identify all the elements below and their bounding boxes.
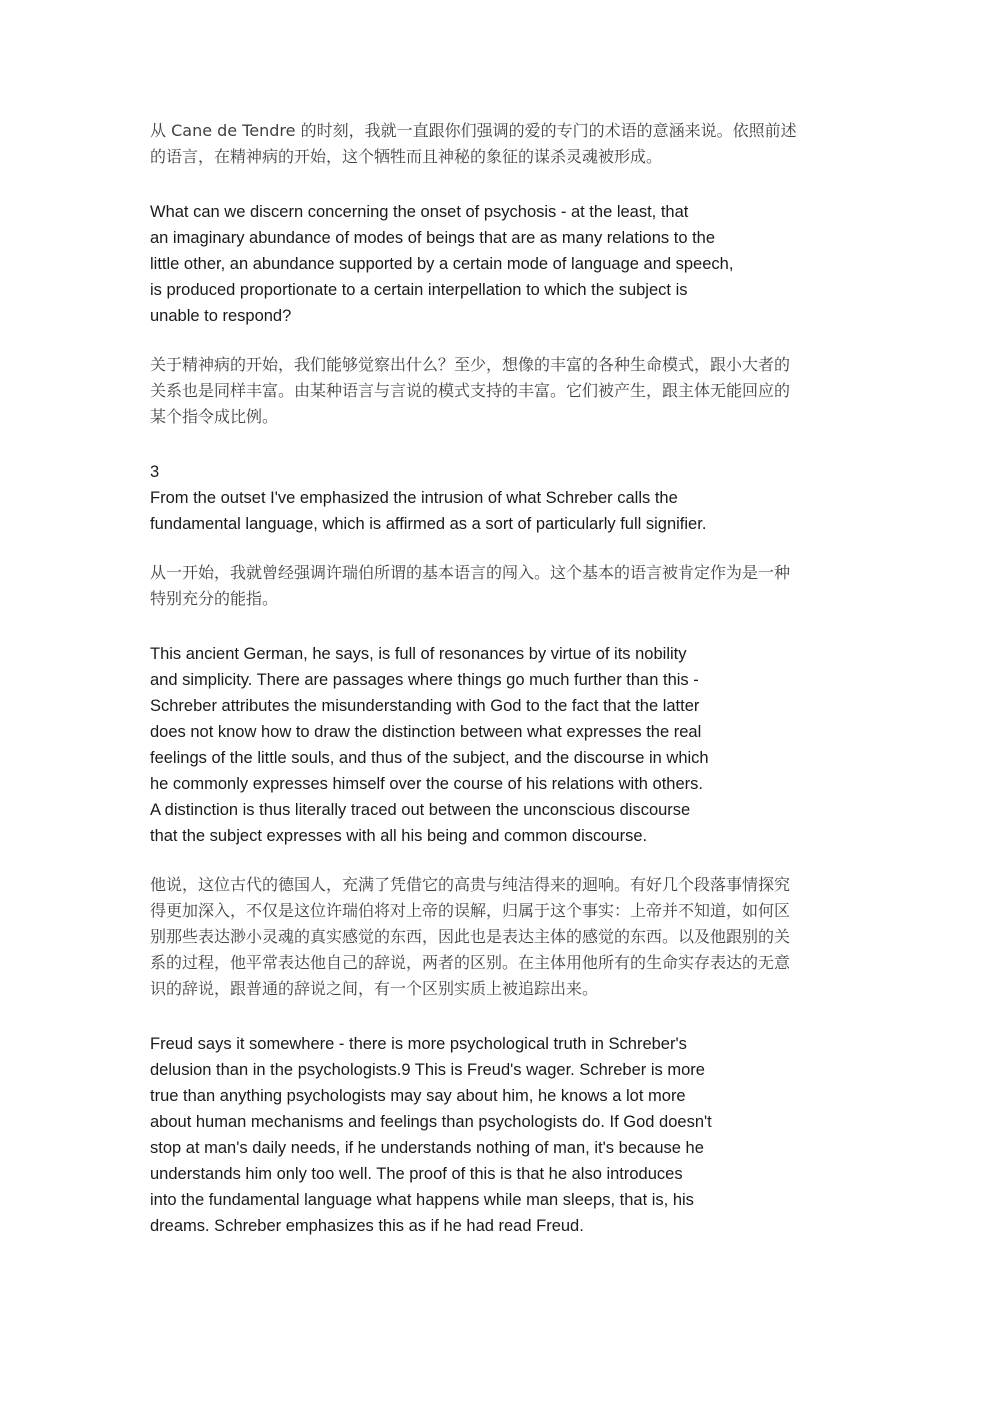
text-line: 某个指令成比例。	[150, 407, 279, 426]
section-number-text: 3	[150, 463, 160, 481]
text-line: This ancient German, he says, is full of resonances by virtue of its nobility	[150, 645, 687, 663]
text-line: and simplicity. There are passages where things go much further than this -	[150, 671, 699, 689]
paragraph-en-2	[150, 485, 790, 537]
text-line: Schreber attributes the misunderstanding with God to the fact that the latter	[150, 697, 700, 715]
text-line: into the fundamental language what happens while man sleeps, that is, his	[150, 1191, 694, 1209]
text-line: he commonly expresses himself over the course of his relations with others.	[150, 775, 703, 793]
text-line: is produced proportionate to a certain interpellation to which the subject is	[150, 281, 688, 299]
section-number	[150, 459, 159, 485]
text-line: 关于精神病的开始，我们能够觉察出什么？至少，想像的丰富的各种生命模式，跟小大者的	[150, 355, 791, 374]
text-line: fundamental language, which is affirmed as a sort of particularly full signifier.	[150, 515, 707, 533]
paragraph-en-3	[150, 641, 790, 849]
paragraph-en-1	[150, 199, 790, 329]
paragraph-zh-3	[150, 560, 850, 612]
text-line: From the outset I've emphasized the intrusion of what Schreber calls the	[150, 489, 678, 507]
text-line: little other, an abundance supported by a certain mode of language and speech,	[150, 255, 734, 273]
paragraph-en-4	[150, 1031, 790, 1239]
text-line: What can we discern concerning the onset of psychosis - at the least, that	[150, 203, 689, 221]
text-line: an imaginary abundance of modes of beings that are as many relations to the	[150, 229, 716, 247]
text-line: feelings of the little souls, and thus of the subject, and the discourse in which	[150, 749, 709, 767]
text-line: dreams. Schreber emphasizes this as if he had read Freud.	[150, 1217, 584, 1235]
paragraph-zh-2	[150, 352, 850, 430]
text-line: understands him only too well. The proof of this is that he also introduces	[150, 1165, 683, 1183]
text-line: 系的过程，他平常表达他自己的辞说，两者的区别。在主体用他所有的生命实存表达的无意	[150, 953, 791, 972]
text-line: 别那些表达渺小灵魂的真实感觉的东西，因此也是表达主体的感觉的东西。以及他跟别的关	[150, 927, 791, 946]
text-line: 识的辞说，跟普通的辞说之间，有一个区别实质上被追踪出来。	[150, 979, 599, 998]
text-line: 从 Cane de Tendre 的时刻，我就一直跟你们强调的爱的专门的术语的意涵来说。依照前述	[150, 121, 797, 140]
text-line: 从一开始，我就曾经强调许瑞伯所谓的基本语言的闯入。这个基本的语言被肯定作为是一种	[150, 563, 791, 582]
text-line: delusion than in the psychologists.9 This is Freud's wager. Schreber is more	[150, 1061, 705, 1079]
text-line: 特别充分的能指。	[150, 589, 279, 608]
text-line: that the subject expresses with all his being and common discourse.	[150, 827, 648, 845]
text-line: Freud says it somewhere - there is more psychological truth in Schreber's	[150, 1035, 687, 1053]
text-line: unable to respond?	[150, 307, 292, 325]
text-line: does not know how to draw the distinction between what expresses the real	[150, 723, 702, 741]
text-line: 得更加深入，不仅是这位许瑞伯将对上帝的误解，归属于这个事实：上帝并不知道，如何区	[150, 901, 791, 920]
paragraph-zh-4	[150, 872, 850, 1002]
text-line: 他说，这位古代的德国人，充满了凭借它的高贵与纯洁得来的迴响。有好几个段落事情探究	[150, 875, 791, 894]
text-line: A distinction is thus literally traced out between the unconscious discourse	[150, 801, 691, 819]
paragraph-zh-1	[150, 118, 850, 170]
text-line: 的语言，在精神病的开始，这个牺牲而且神秘的象征的谋杀灵魂被形成。	[150, 147, 663, 166]
text-line: true than anything psychologists may say about him, he knows a lot more	[150, 1087, 686, 1105]
text-line: about human mechanisms and feelings than psychologists do. If God doesn't	[150, 1113, 712, 1131]
text-line: stop at man's daily needs, if he understands nothing of man, it's because he	[150, 1139, 704, 1157]
text-line: 关系也是同样丰富。由某种语言与言说的模式支持的丰富。它们被产生，跟主体无能回应的	[150, 381, 791, 400]
